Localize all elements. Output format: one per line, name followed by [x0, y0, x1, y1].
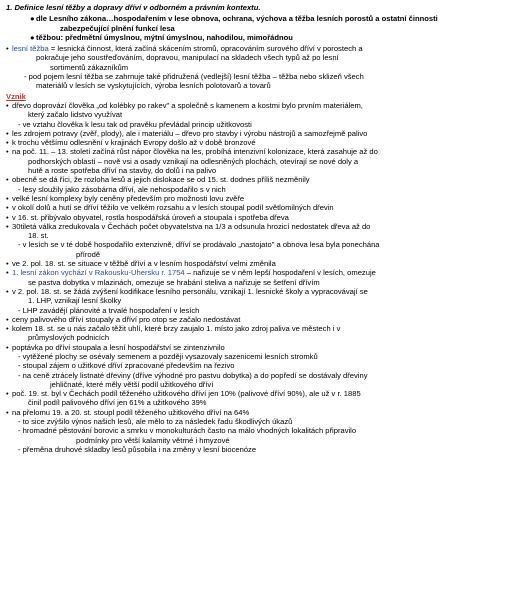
list-item: [6, 175, 515, 184]
bullet-icon: ●: [30, 14, 35, 24]
text: 30tiletá válka zredukovala v Čechách počet obyvatelstva na 1/3 a odsunula hrozicí nedostatek dřeva až do: [12, 221, 371, 231]
list-item-cont: materiálů v lesích se vyskytujících, výroba lesních polotovarů a tovarů: [36, 81, 271, 91]
bullet-icon: •: [6, 193, 9, 203]
sub-item: - přeměna druhové skladby lesů působila i na změny v lesní biocenóze: [18, 444, 257, 454]
bullet-icon: •: [6, 175, 9, 185]
sub-item: - vytěžené plochy se osévaly semenem a později vysazovaly sazenicemi lesních stromků: [18, 351, 318, 361]
list-item: [6, 259, 515, 268]
list-item: [6, 44, 515, 53]
list-item: [6, 203, 515, 212]
text: = lesnická činnost, která začíná skácením stromů, opracováním surového dříví v porostech a: [48, 44, 363, 54]
sub-item: - stoupal zájem o užitkové dříví zpracované především na řezivo: [18, 361, 235, 371]
sub-item: - lesy sloužily jako zásobárna dříví, ale nehospodařilo s v nich: [18, 184, 226, 194]
text: ceny palivového dříví stoupaly a dříví pro otop se začalo nedostávat: [12, 314, 241, 324]
text: velké lesní komplexy byly ceněny především pro možnosti lovu zvěře: [12, 193, 245, 203]
list-item: [6, 315, 515, 324]
text: k trochu většímu odlesnění v krajinách Evropy došlo až v době bronzové: [12, 138, 256, 148]
bullet-icon: •: [6, 128, 9, 138]
text: těžbou: předmětní úmyslnou, mýtní úmyslnou, nahodilou, mimořádnou: [36, 32, 293, 42]
bullet-icon: •: [6, 342, 9, 352]
list-item-cont: podhorských oblastí – nově vsi a osady vznikají na odlesněných plochách, otevírají se nové doly a: [28, 156, 359, 166]
list-item-cont: jehličnaté, které měly větší podíl užitkového dříví: [50, 379, 214, 389]
bullet-icon: •: [6, 407, 9, 417]
list-item-cont: přírodě: [76, 249, 101, 259]
list-item: [6, 222, 515, 231]
sub-item: - ve vztahu člověka k lesu tak od pravěku převládal princip užitkovosti: [18, 119, 252, 129]
sub-item: - LHP zavádějí plánovité a trvalé hospodaření v lesích: [18, 305, 200, 315]
bullet-icon: •: [6, 44, 9, 54]
text: dle Lesního zákona…hospodařením v lese obnova, ochrana, výchova a těžba lesních porostů a ostatní činnosti: [36, 14, 438, 24]
list-item-cont: pokračuje jeho soustřeďováním, dopravou, manipulací na skladech všech typů až po lesní: [36, 53, 339, 63]
list-item: [6, 268, 515, 277]
definition-line: [6, 14, 515, 23]
bullet-icon: •: [6, 389, 9, 399]
list-item: [6, 343, 515, 352]
bullet-icon: •: [6, 221, 9, 231]
list-item-cont: průmyslových podnicích: [28, 333, 110, 343]
bullet-icon: •: [6, 268, 9, 278]
lesni-zakon-link: 1. lesní zákon vychází v: [12, 268, 95, 278]
bullet-icon: •: [6, 100, 9, 110]
text: v okolí dolů a hutí se dříví těžilo ve velkém rozsahu a v lesích stoupal podíl světlomilných dřevin: [12, 203, 334, 213]
bullet-icon: •: [6, 203, 9, 213]
bullet-icon: •: [6, 259, 9, 269]
sub-item: - hromadné pěstování borovic a smrku v monokulturách často na málo vhodných lokalitách připravilo: [18, 426, 357, 436]
text: les zdrojem potravy (zvěř, plody), ale i materiálu – dřevo pro stavby i výrobu nástrojů a samozřejmě palivo: [12, 128, 368, 138]
list-item: [6, 129, 515, 138]
text: dřevo doprovází člověka „od kolébky po rakev" a společně s kamenem a kostmi bylo prvním materiálem,: [12, 100, 363, 110]
section-title: Vznik: [6, 91, 26, 101]
list-item-cont: podmínky pro větší kalamity větrné i hmyzové: [76, 435, 230, 445]
list-item-cont: hutě a roste spotřeba dříví na stavby, do dolů i na palivo: [28, 166, 217, 176]
list-item-cont: sortimentů zákazníkům: [50, 62, 129, 72]
bullet-icon: •: [6, 286, 9, 296]
section-heading: 1. Definice lesní těžby a dopravy dříví v odborném a právním kontextu.: [6, 3, 261, 12]
list-item-cont: který začalo lidstvo využívat: [28, 110, 123, 120]
rakousko-link: Rakousku-Uhersku r. 1754: [94, 268, 185, 278]
text: v 2. pol. 18. st. se žádá zvýšení kodifikace lesního personálu, vznikají 1. lesnické školy a vypracovávají se: [12, 286, 368, 296]
list-item: [6, 408, 515, 417]
sub-item: - v lesích se v té době hospodařilo extenzivně, dříví se prodávalo „nastojato" a obnova lesa byla ponechána: [18, 240, 380, 250]
bullet-icon: •: [6, 138, 9, 148]
text: poč. 19. st. byl v Čechách podíl těženého užitkového dříví jen 10% (palivové dříví 90%), ale už v r. 1885: [12, 389, 361, 399]
text: na poč. 11. – 13. století začíná růst nápor člověka na les, probíhá intenzivní kolonizace, která zasahuje až do: [12, 147, 378, 157]
list-item: [6, 389, 515, 398]
definition-line: [6, 33, 515, 42]
text: na přelomu 19. a 20. st. stoupl podíl těženého užitkového dříví na 64%: [12, 407, 250, 417]
list-item: [6, 287, 515, 296]
text: v 16. st. přibývalo obyvatel, rostla hospodářská úroveň a stoupala i spotřeba dřeva: [12, 212, 289, 222]
sub-item: - to sice zvýšilo výnos našich lesů, ale mělo to za následek řadu škodlivých úkazů: [18, 417, 293, 427]
list-item: [6, 194, 515, 203]
list-item: [6, 101, 515, 110]
list-item-cont: se pastva dobytka v mlazinách, omezuje se hrabání steliva a nařizuje se šetření dřívím: [28, 277, 320, 287]
sub-item: - pod pojem lesní těžba se zahrnuje také přidružená (vedlejší) lesní těžba – těžba nebo sklizeň všech: [24, 72, 364, 82]
text: ve 2. pol. 18. st. se situace v těžbě dříví a v lesním hospodářství velmi změnila: [12, 259, 276, 269]
text: kolem 18. st. se u nás začalo těžit uhlí, které brzy zaujalo 1. místo jako zdroj paliva ve městech i v: [12, 324, 341, 334]
bullet-icon: •: [6, 147, 9, 157]
list-item: [6, 138, 515, 147]
term-link: lesní těžba: [12, 44, 49, 54]
list-item-cont: činil podíl palivového dříví jen 61% a užitkového 39%: [28, 398, 207, 408]
list-item-cont: 18. st.: [28, 231, 49, 241]
list-item: [6, 324, 515, 333]
bullet-icon: •: [6, 324, 9, 334]
sub-item: - na ceně ztrácely listnaté dřeviny (dříve výhodné pro pastvu dobytka) a do popředí se dostávaly dřeviny: [18, 370, 368, 380]
list-item-cont: 1. LHP, vznikají lesní školky: [28, 296, 122, 306]
bullet-icon: •: [6, 212, 9, 222]
bullet-icon: •: [6, 314, 9, 324]
definition-line: zabezpečující plnění funkcí lesa: [60, 23, 175, 33]
text: poptávka po dříví stoupala a lesní hospodářství se zintenzivnilo: [12, 342, 225, 352]
list-item: [6, 213, 515, 222]
bullet-icon: ●: [30, 32, 35, 42]
text: obecně se dá říci, že rozloha lesů a jejich dislokace se od 15. st. dodnes příliš nezměnily: [12, 175, 310, 185]
list-item: [6, 147, 515, 156]
text: – nařizuje se v něm lepší hospodaření v lesích, omezuje: [184, 268, 376, 278]
